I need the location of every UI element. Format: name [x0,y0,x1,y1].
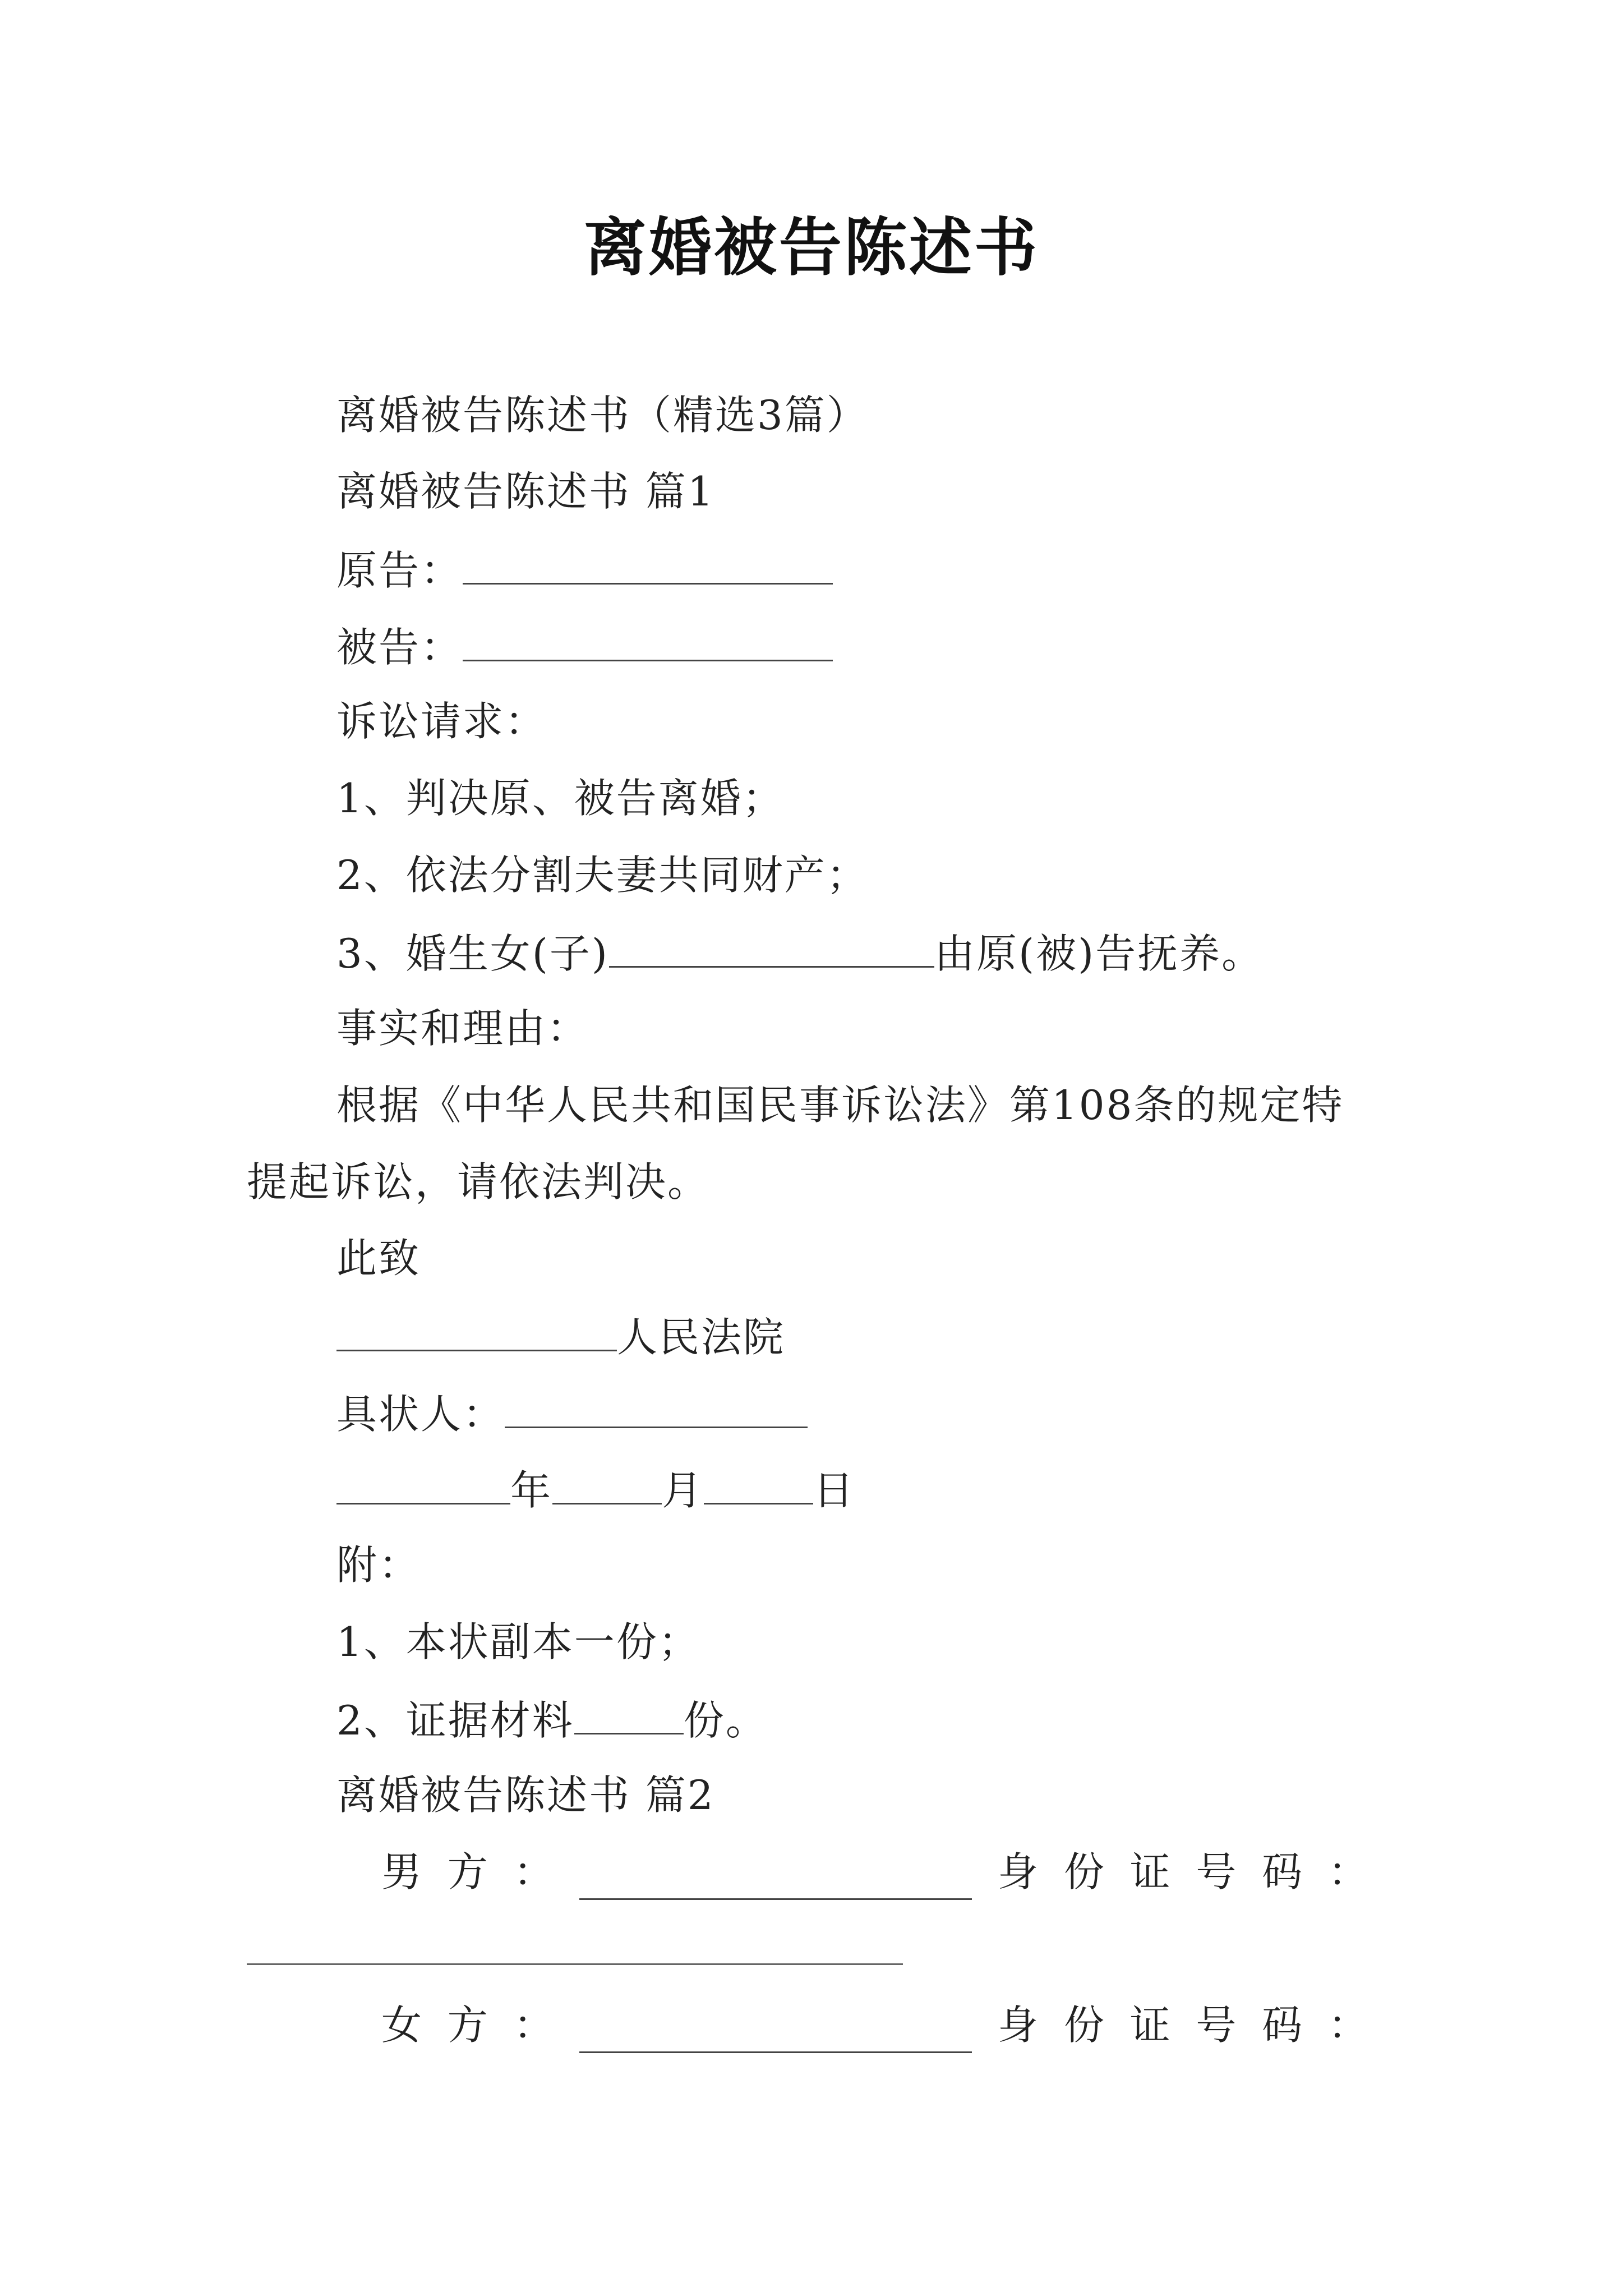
date-month: 月 [662,1467,704,1514]
month-blank [552,1460,662,1504]
female-party-line [381,1997,1368,2053]
male-name-blank [579,1856,972,1900]
id-label-char: 证 [1129,2001,1170,2049]
claim-3-line [336,923,1264,982]
claim-1: 1、判决原、被告离婚； [336,775,785,822]
court-blank [336,1307,617,1351]
evidence-count-blank [574,1690,684,1734]
date-line [336,1460,855,1519]
child-name-blank [609,923,934,968]
id-label-char: ： [1327,2001,1368,2049]
male-label-char: ： [513,1848,554,1895]
id-label-char: 份 [1063,2001,1104,2049]
male-label-char: 男 [381,1848,422,1895]
female-label-char: 方 [447,2001,488,2049]
plaintiff-line [336,540,833,599]
date-day: 日 [813,1467,856,1514]
section1-heading: 离婚被告陈述书 篇1 [336,468,715,515]
claim-3-suffix: 由原(被)告抚养。 [934,930,1264,977]
male-id-blank [247,1963,903,1965]
year-blank [336,1460,510,1504]
female-label-char: ： [513,2001,554,2049]
document-subtitle: 离婚被告陈述书（精选3篇） [336,392,869,439]
male-party-line [381,1844,1368,1900]
petitioner-blank [505,1384,808,1428]
basis-line-1: 根据《中华人民共和国民事诉讼法》第108条的规定特 [336,1082,1344,1129]
petitioner-line [336,1384,808,1442]
id-label-char: ： [1327,1848,1368,1895]
claim-3-prefix: 3、婚生女(子) [336,930,609,977]
id-label-char: 身 [998,2001,1039,2049]
id-label-char: 证 [1129,1848,1170,1895]
petitioner-label: 具状人： [336,1391,505,1438]
basis-line-2: 提起诉讼，请依法判决。 [247,1158,710,1205]
id-label-char: 份 [1063,1848,1104,1895]
document-title: 离婚被告陈述书 [584,211,1039,284]
facts-label: 事实和理由： [336,1005,589,1052]
court-suffix: 人民法院 [617,1314,786,1361]
attachment-2-suffix: 份。 [683,1697,768,1744]
female-name-blank [579,2009,972,2053]
attachment-1: 1、本状副本一份； [336,1618,700,1665]
defendant-blank [463,617,833,661]
male-label-char: 方 [447,1848,488,1895]
id-label-char: 身 [998,1848,1039,1895]
salutation: 此致 [336,1235,421,1282]
court-line [336,1307,785,1365]
plaintiff-blank [463,540,833,585]
plaintiff-label: 原告： [336,547,463,594]
date-year: 年 [510,1467,553,1514]
day-blank [704,1460,813,1504]
attachment-label: 附： [336,1542,421,1589]
claims-label: 诉讼请求： [336,698,547,745]
id-label-char: 码 [1262,1848,1303,1895]
id-label-char: 号 [1196,1848,1237,1895]
id-label-char: 号 [1196,2001,1237,2049]
defendant-line [336,617,833,675]
section2-heading: 离婚被告陈述书 篇2 [336,1772,715,1819]
attachment-2-line [336,1690,768,1749]
claim-2: 2、依法分割夫妻共同财产； [336,852,869,899]
attachment-2-prefix: 2、证据材料 [336,1697,574,1744]
id-label-char: 码 [1262,2001,1303,2049]
female-label-char: 女 [381,2001,422,2049]
defendant-label: 被告： [336,624,463,671]
